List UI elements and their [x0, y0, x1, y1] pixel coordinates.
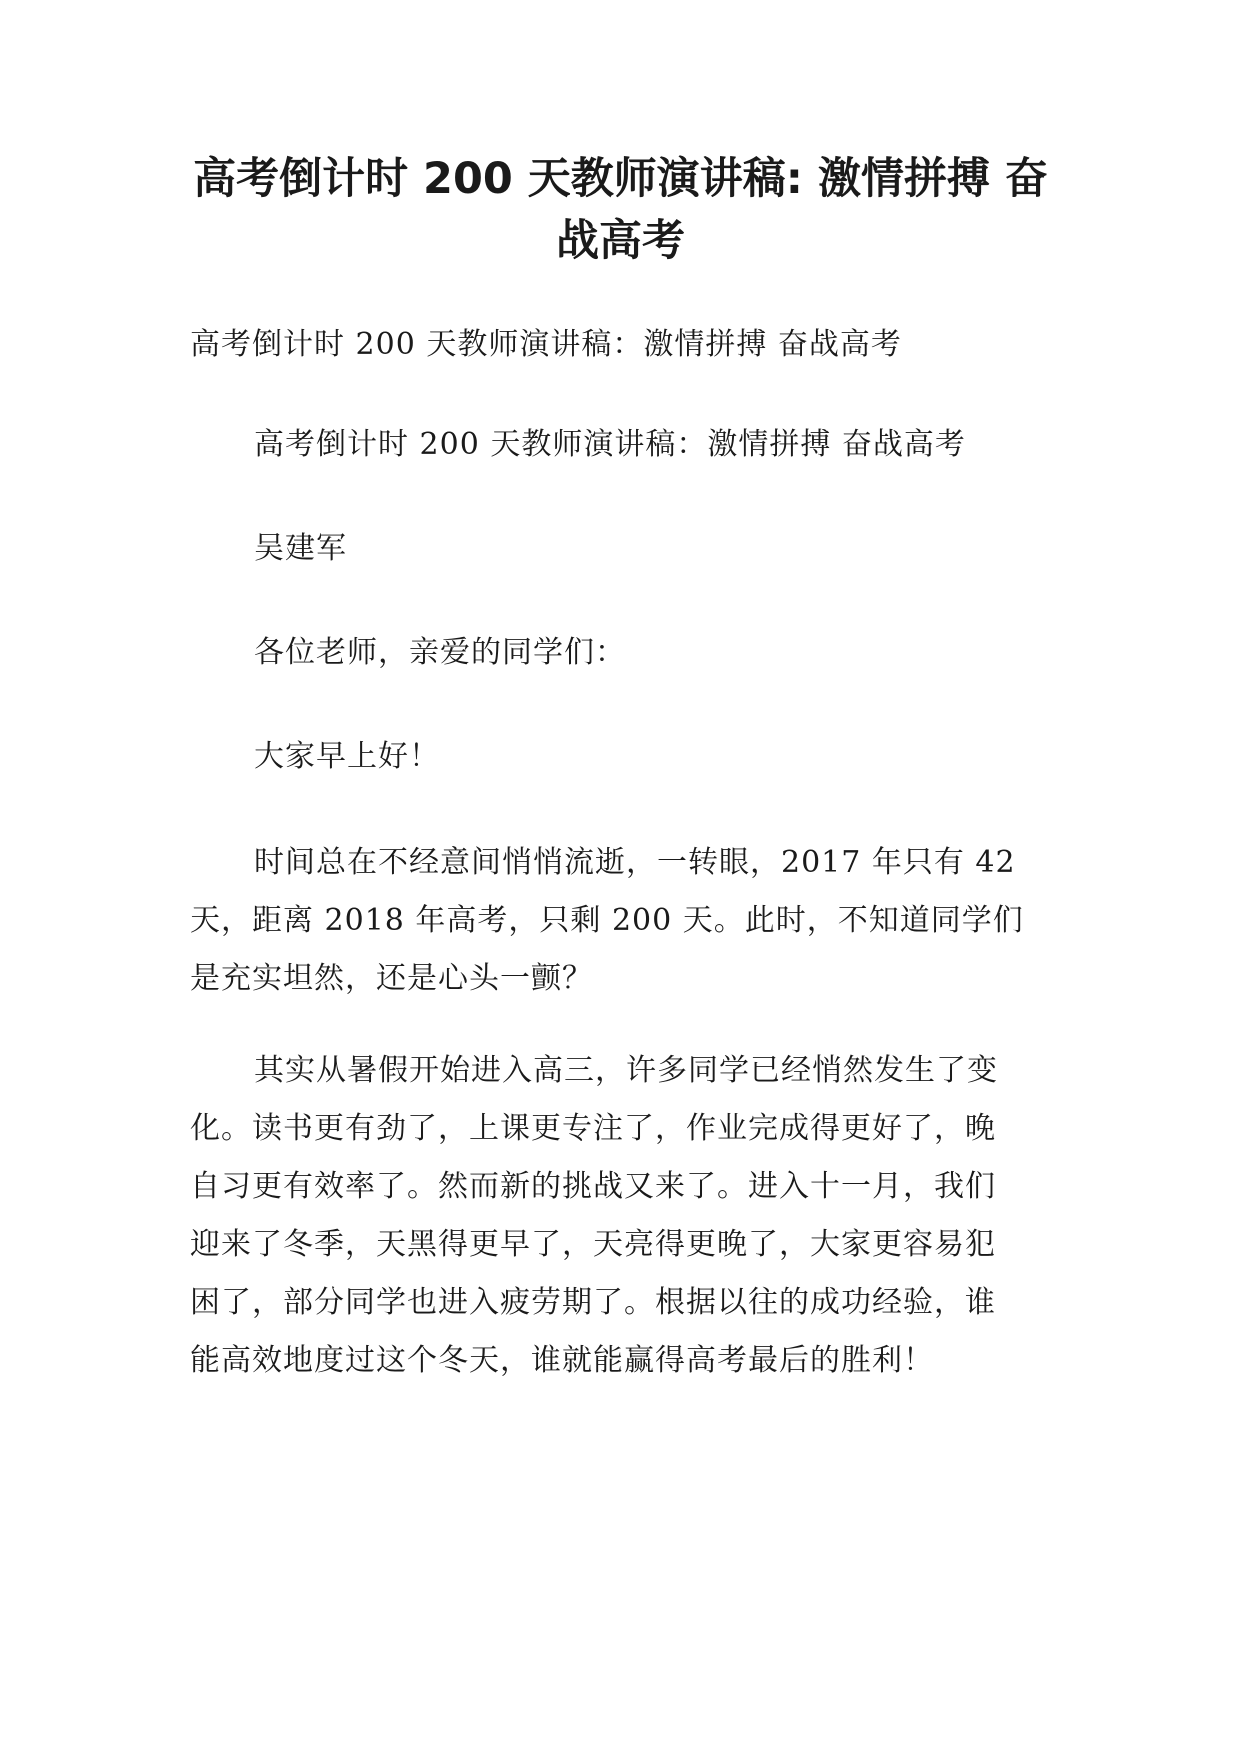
paragraph-line: 自习更有效率了。然而新的挑战又来了。进入十一月，我们 — [190, 1169, 996, 1204]
paragraph-line: 吴建军 — [254, 531, 347, 566]
title-line: 高考倒计时 200 天教师演讲稿: 激情拼搏 奋 — [193, 154, 1048, 204]
paragraph-line: 迎来了冬季，天黑得更早了，天亮得更晚了，大家更容易犯 — [190, 1227, 996, 1262]
paragraph-greeting — [190, 728, 1050, 786]
paragraph-line: 天，距离 2018 年高考，只剩 200 天。此时，不知道同学们 — [190, 903, 1024, 938]
paragraph-author — [190, 520, 1050, 578]
paragraph-body-1 — [190, 834, 1050, 1008]
paragraph-line: 高考倒计时 200 天教师演讲稿：激情拼搏 奋战高考 — [254, 427, 966, 462]
paragraph-line: 化。读书更有劲了，上课更专注了，作业完成得更好了，晚 — [190, 1111, 996, 1146]
paragraph-line: 其实从暑假开始进入高三，许多同学已经悄然发生了变 — [254, 1053, 998, 1088]
paragraph-line: 大家早上好！ — [254, 739, 440, 774]
paragraph-line: 时间总在不经意间悄悄流逝，一转眼，2017 年只有 42 — [254, 845, 1016, 880]
document-title — [180, 148, 1061, 272]
paragraph-line: 能高效地度过这个冬天，谁就能赢得高考最后的胜利！ — [190, 1343, 934, 1378]
title-line: 战高考 — [556, 216, 685, 266]
paragraph-salutation — [190, 624, 1050, 682]
paragraph-line: 各位老师，亲爱的同学们： — [254, 635, 626, 670]
paragraph-subtitle — [190, 416, 1050, 474]
paragraph-body-2 — [190, 1042, 1050, 1390]
paragraph-line: 高考倒计时 200 天教师演讲稿：激情拼搏 奋战高考 — [190, 327, 902, 362]
paragraph-line: 困了，部分同学也进入疲劳期了。根据以往的成功经验，谁 — [190, 1285, 996, 1320]
paragraph-heading-repeat — [190, 316, 1050, 374]
paragraph-line: 是充实坦然，还是心头一颤？ — [190, 961, 593, 996]
